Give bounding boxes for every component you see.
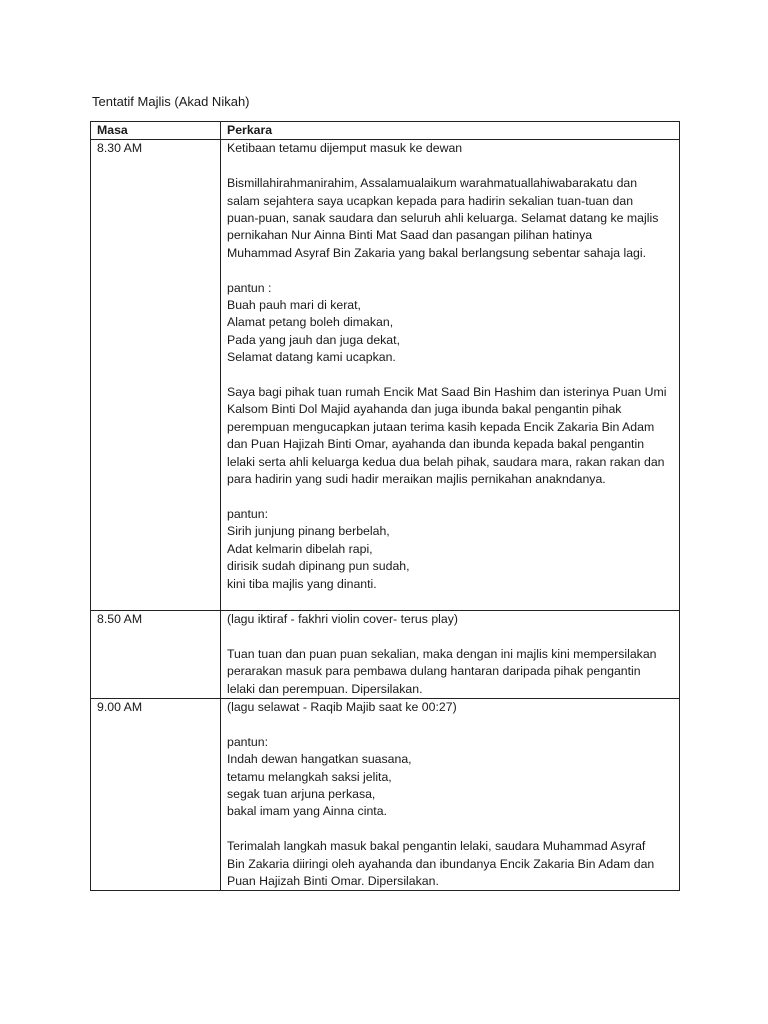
text-line: Terimalah langkah masuk bakal pengantin lelaki, saudara Muhammad Asyraf [227,839,646,854]
text-line: lelaki serta ahli keluarga kedua dua belah pihak, saudara mara, rakan rakan dan [227,454,665,469]
text-line: Kalsom Binti Dol Majid ayahanda dan juga ibunda bakal pengantin pihak [227,402,622,417]
text-line: (lagu selawat - Raqib Majib saat ke 00:27) [227,699,457,714]
text-line: pantun: [227,734,269,749]
text-line: dan Puan Hajizah Binti Omar, ayahanda dan ibunda kepada bakal pengantin [227,437,645,452]
text-line: segak tuan arjuna perkasa, [227,786,376,801]
text-line: Selamat datang kami ucapkan. [227,350,396,365]
item-cell [221,698,680,890]
text-line: salam sejahtera saya ucapkan kepada para hadirin sekalian tuan-tuan dan [227,193,634,208]
table-row [91,610,680,698]
item-paragraph [227,734,673,821]
time-cell: 8.30 AM [91,140,221,611]
time-cell: 8.50 AM [91,610,221,698]
text-line: Bismillahirahmanirahim, Assalamualaikum warahmatuallahiwabarakatu dan [227,176,638,191]
item-paragraph [227,646,673,698]
table-row [91,140,680,611]
text-line: lelaki dan perempuan. Dipersilakan. [227,681,423,696]
text-line: Bin Zakaria diiringi oleh ayahanda dan ibundanya Encik Zakaria Bin Adam dan [227,856,655,871]
text-line: Buah pauh mari di kerat, [227,298,361,313]
text-line: para hadirin yang sudi hadir meraikan majlis pernikahan anakndanya. [227,472,606,487]
item-paragraph [227,280,673,367]
text-line: Sirih junjung pinang berbelah, [227,524,390,539]
item-cell [221,610,680,698]
text-line: puan-puan, sanak saudara dan seluruh ahli keluarga. Selamat datang ke majlis [227,211,659,226]
table-header-row [91,122,680,140]
document-title: Tentatif Majlis (Akad Nikah) [92,94,250,109]
text-line: Indah dewan hangatkan suasana, [227,752,412,767]
table-row [91,698,680,890]
text-line: Pada yang jauh dan juga dekat, [227,332,400,347]
text-line: Puan Hajizah Binti Omar. Dipersilakan. [227,873,439,888]
header-perkara: Perkara [221,122,680,140]
text-line: (lagu iktiraf - fakhri violin cover- terus play) [227,611,458,626]
time-cell: 9.00 AM [91,698,221,890]
item-paragraph [227,175,673,262]
item-paragraph [227,611,673,628]
text-line: dirisik sudah dipinang pun sudah, [227,559,410,574]
schedule-table [90,121,680,891]
text-line: pantun : [227,280,272,295]
text-line: Muhammad Asyraf Bin Zakaria yang bakal berlangsung sebentar sahaja lagi. [227,245,647,260]
schedule-body [91,140,680,891]
text-line: kini tiba majlis yang dinanti. [227,576,377,591]
text-line: pantun: [227,506,269,521]
text-line: Tuan tuan dan puan puan sekalian, maka dengan ini majlis kini mempersilakan [227,646,657,661]
text-line: Adat kelmarin dibelah rapi, [227,541,373,556]
text-line: tetamu melangkah saksi jelita, [227,769,392,784]
text-line: perarakan masuk para pembawa dulang hantaran daripada pihak pengantin [227,664,641,679]
text-line: Ketibaan tetamu dijemput masuk ke dewan [227,141,463,156]
item-paragraph [227,506,673,593]
item-paragraph [227,140,673,157]
header-masa: Masa [91,122,221,140]
item-paragraph [227,838,673,890]
text-line: perempuan mengucapkan jutaan terima kasih kepada Encik Zakaria Bin Adam [227,419,655,434]
text-line: Saya bagi pihak tuan rumah Encik Mat Saad Bin Hashim dan isterinya Puan Umi [227,385,667,400]
item-paragraph [227,384,673,488]
item-cell [221,140,680,611]
text-line: pernikahan Nur Ainna Binti Mat Saad dan pasangan pilihan hatinya [227,228,593,243]
text-line: Alamat petang boleh dimakan, [227,315,394,330]
text-line: bakal imam yang Ainna cinta. [227,804,387,819]
item-paragraph [227,699,673,716]
